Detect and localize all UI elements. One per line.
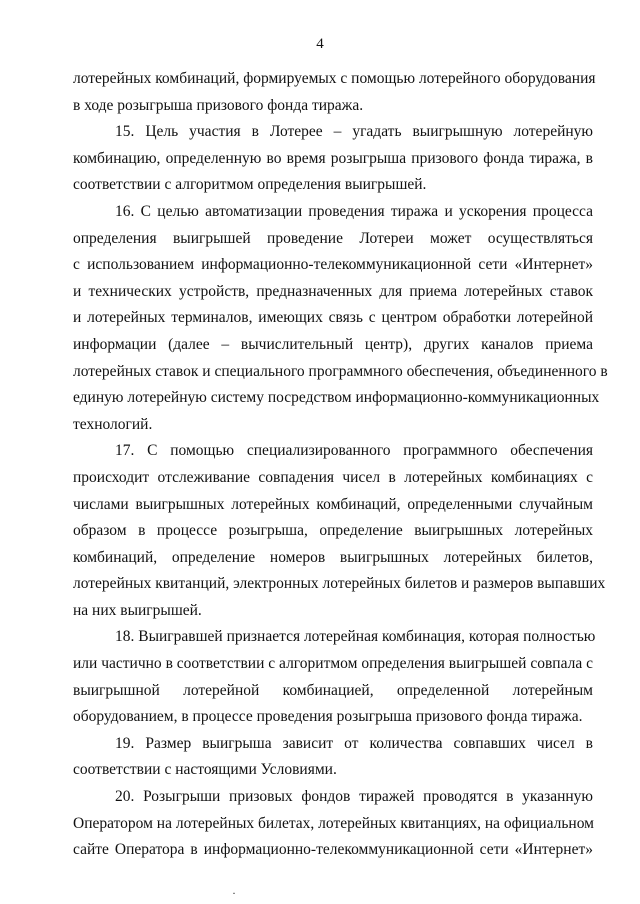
text-line: информации (далее – вычислительный центр), других каналов приема [73, 335, 593, 353]
text-line: комбинаций, определение номеров выигрышных лотерейных билетов, [73, 548, 593, 566]
paragraph-16 [73, 199, 608, 438]
text-line: оборудованием, в процессе проведения розыгрыша призового фонда тиража. [73, 708, 583, 726]
text-line: технологий. [73, 415, 153, 433]
text-line: 18. Выигравшей признается лотерейная комбинация, которая полностью [115, 628, 596, 646]
document-body [73, 66, 608, 864]
text-line: в ходе розыгрыша призового фонда тиража. [73, 96, 364, 114]
text-line: определения выигрышей проведение Лотереи может осуществляться [73, 229, 593, 247]
text-line: и технических устройств, предназначенных для приема лотерейных ставок [73, 282, 593, 300]
text-line: единую лотерейную систему посредством информационно-коммуникационных [73, 389, 600, 407]
text-line: 15. Цель участия в Лотерее – угадать выигрышную лотерейную [115, 123, 593, 141]
text-line: 16. С целью автоматизации проведения тиража и ускорения процесса [115, 202, 593, 220]
text-line: соответствии с алгоритмом определения выигрышей. [73, 176, 427, 194]
text-line: Оператором на лотерейных билетах, лотерейных квитанциях, на официальном [73, 814, 594, 832]
text-line: 17. С помощью специализированного программного обеспечения [115, 442, 593, 460]
text-line: лотерейных комбинаций, формируемых с помощью лотерейного оборудования [73, 70, 596, 87]
scan-speck: · [232, 886, 236, 900]
paragraph-20 [73, 784, 593, 864]
text-line: с использованием информационно-телекоммуникационной сети «Интернет» [73, 256, 593, 274]
paragraph-17 [73, 438, 606, 624]
paragraph-15 [73, 119, 593, 199]
text-line: лотерейных квитанций, электронных лотерейных билетов и размеров выпавших [73, 575, 606, 593]
text-line: на них выигрышей. [73, 601, 202, 619]
paragraph-19 [73, 731, 593, 784]
text-line: числами выигрышных лотерейных комбинаций, определенными случайным [73, 495, 593, 513]
text-line: 20. Розыгрыши призовых фондов тиражей проводятся в указанную [115, 788, 593, 806]
text-line: лотерейных ставок и специального программного обеспечения, объединенного в [73, 362, 608, 380]
text-line: и лотерейных терминалов, имеющих связь с центром обработки лотерейной [73, 309, 593, 327]
text-line: выигрышной лотерейной комбинацией, определенной лотерейным [73, 681, 593, 699]
text-line: образом в процессе розыгрыша, определение выигрышных лотерейных [73, 522, 593, 540]
text-line: происходит отслеживание совпадения чисел в лотерейных комбинациях с [73, 468, 593, 486]
paragraph-18 [73, 624, 596, 730]
text-line: или частично в соответствии с алгоритмом определения выигрышей совпала с [73, 655, 593, 673]
paragraph-continuation [73, 66, 596, 119]
text-line: комбинацию, определенную во время розыгрыша призового фонда тиража, в [73, 149, 593, 167]
text-line: соответствии с настоящими Условиями. [73, 761, 337, 779]
text-line: сайте Оператора в информационно-телекоммуникационной сети «Интернет» [73, 841, 593, 859]
page-number: 4 [316, 36, 324, 52]
text-line: 19. Размер выигрыша зависит от количества совпавших чисел в [115, 734, 593, 752]
